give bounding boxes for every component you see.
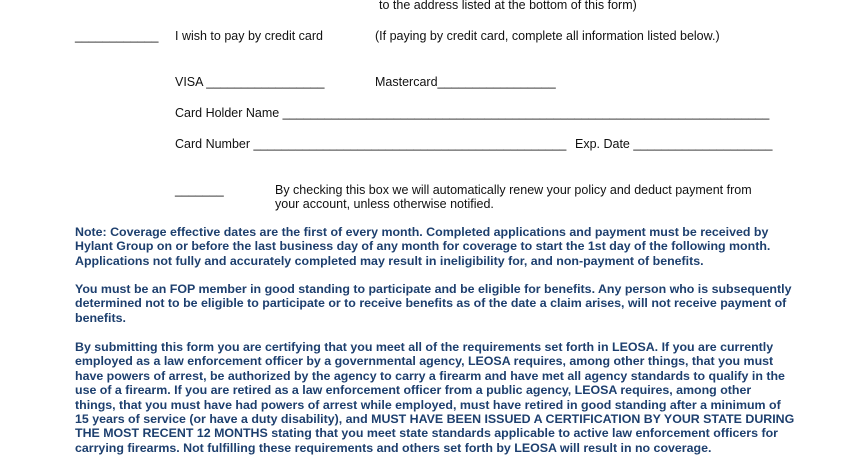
card-holder-name-field[interactable]: Card Holder Name ______________________________________________________________________: [175, 106, 770, 120]
credit-card-label: I wish to pay by credit card: [175, 29, 323, 43]
mastercard-field[interactable]: Mastercard_________________: [375, 75, 556, 89]
credit-card-blank[interactable]: ____________: [75, 29, 159, 43]
auto-renew-text-line1: By checking this box we will automatically renew your policy and deduct payment from: [275, 183, 752, 197]
credit-card-instruction: (If paying by credit card, complete all information listed below.): [375, 29, 720, 43]
card-number-field[interactable]: Card Number _____________________________________________: [175, 137, 567, 151]
visa-field[interactable]: VISA _________________: [175, 75, 325, 89]
auto-renew-text-line2: your account, unless otherwise notified.: [275, 197, 494, 211]
exp-date-field[interactable]: Exp. Date ____________________: [575, 137, 773, 151]
top-line: to the address listed at the bottom of this form): [379, 0, 637, 12]
coverage-note: Note: Coverage effective dates are the first of every month. Completed applications and payment must be received by Hylant Group on or before the last business day of any month for coverage to start the 1st day of the following month. Applications not fully and accurately completed may result in ineligibility for, and non-payment of benefits.: [75, 225, 771, 268]
leosa-certification-note: By submitting this form you are certifying that you meet all of the requirements set forth in LEOSA. If you are currently employed as a law enforcement officer by a governmental agency, LEOSA requires, among other things, that you must have powers of arrest, be authorized by the agency to carry a firearm and have met all agency standards to qualify in the use of a firearm. If you are retired as a law enforcement officer from a public agency, LEOSA requires, among other things, that you must have had powers of arrest while employed, must have retired in good standing after a minimum of 15 years of service (or have a duty disability), and MUST HAVE BEEN ISSUED A CERTIFICATION BY YOUR STATE DURING THE MOST RECENT 12 MONTHS stating that you meet state standards applicable to active law enforcement officers for carrying firearms. Not fulfilling these requirements and others set forth by LEOSA will result in no coverage.: [75, 340, 795, 455]
fop-membership-note: You must be an FOP member in good standing to participate and be eligible for benefits. Any person who is subsequently determined not to be eligible to participate or to receive benefits as of the date a claim arises, will not receive payment of benefits.: [75, 282, 792, 325]
auto-renew-blank[interactable]: _______: [175, 183, 224, 197]
